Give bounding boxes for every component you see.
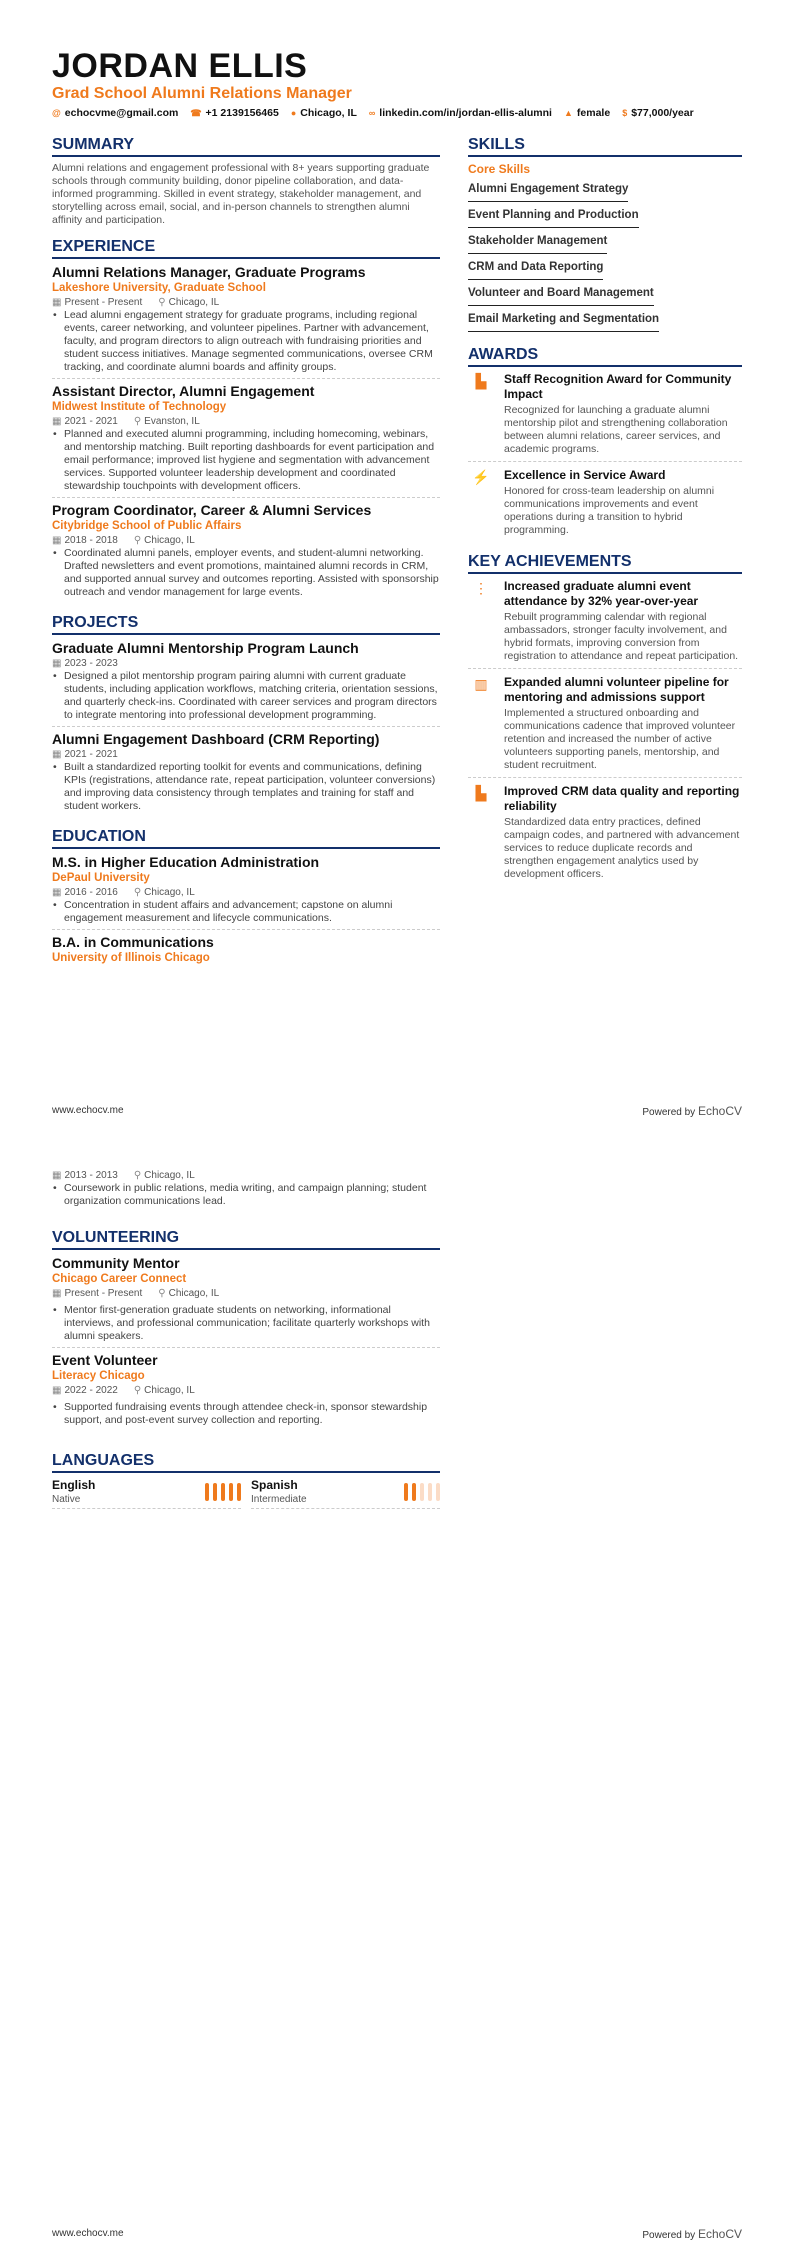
project-title: Alumni Engagement Dashboard (CRM Reporting)	[52, 731, 380, 747]
language-level: Intermediate	[251, 1494, 307, 1505]
bullet: • Planned and executed alumni programming, including homecoming, webinars, and mentorship matching. Built reporting dashboards for event participation and email performance; improved list hygiene and segmentation with advancement services. Supported volunteer leadership development and coordinated stewardship touchpoints with development officers.	[52, 428, 440, 493]
item-meta	[52, 748, 440, 761]
dates	[52, 748, 118, 761]
section-heading: EDUCATION	[52, 827, 440, 849]
projects-section	[52, 613, 440, 817]
language-level: Native	[52, 1494, 81, 1505]
calendar-icon: ▦	[52, 416, 62, 427]
level-bar-filled	[404, 1483, 408, 1501]
award-title: Staff Recognition Award for Community Impact	[504, 372, 732, 401]
location-icon: ⚲	[133, 535, 142, 546]
location	[134, 1384, 195, 1397]
dollar-icon: $	[622, 108, 628, 118]
candidate-title: Grad School Alumni Relations Manager	[52, 85, 352, 102]
school: University of Illinois Chicago	[52, 952, 210, 964]
degree: M.S. in Higher Education Administration	[52, 854, 320, 870]
experience-item	[52, 264, 440, 379]
languages-section	[52, 1451, 440, 1509]
location	[158, 296, 219, 309]
item-meta	[52, 1287, 440, 1300]
calendar-icon: ▦	[52, 1170, 62, 1181]
location	[134, 1169, 195, 1182]
footer-website[interactable]: www.echocv.me	[52, 2228, 124, 2239]
section-heading: EXPERIENCE	[52, 237, 440, 259]
left-column	[52, 1169, 440, 1519]
location-text: Chicago, IL	[144, 1170, 195, 1181]
dates	[52, 415, 118, 428]
language-name: Spanish	[251, 1478, 298, 1492]
location-text: Chicago, IL	[168, 297, 220, 308]
level-bar-filled	[237, 1483, 241, 1501]
calendar-icon: ▦	[52, 1385, 62, 1396]
role: Community Mentor	[52, 1255, 180, 1271]
section-heading: SKILLS	[468, 135, 742, 157]
organization: Literacy Chicago	[52, 1370, 145, 1382]
company: Midwest Institute of Technology	[52, 401, 227, 413]
contact-row	[52, 107, 694, 120]
location-icon: ⚲	[158, 297, 166, 308]
proficiency-bars	[404, 1478, 440, 1506]
award-description: Honored for cross-team leadership on alumni communications improvements and event operations during a transition to hybrid programming.	[504, 485, 715, 536]
job-title: Alumni Relations Manager, Graduate Programs	[52, 264, 366, 280]
company: Lakeshore University, Graduate School	[52, 282, 266, 294]
right-column	[468, 135, 742, 896]
calendar-icon: ▦	[52, 297, 62, 308]
section-heading: PROJECTS	[52, 613, 440, 635]
section-heading: LANGUAGES	[52, 1451, 440, 1473]
dates	[52, 534, 118, 547]
salary-text: $77,000/year	[631, 107, 694, 119]
education-section	[52, 827, 440, 966]
level-bar-empty	[428, 1483, 432, 1501]
award-description: Recognized for launching a graduate alumni mentorship pilot and strengthening collaboration between alumni relations, career services, and academic programs.	[504, 404, 728, 455]
calendar-icon: ▦	[52, 535, 62, 546]
level-bar-empty	[436, 1483, 440, 1501]
item-meta	[52, 657, 440, 670]
achievement-title: Increased graduate alumni event attendance by 32% year-over-year	[504, 579, 699, 608]
item-meta	[52, 886, 440, 899]
organization: Chicago Career Connect	[52, 1273, 187, 1285]
education-item	[52, 854, 440, 930]
phone-icon: ☎	[190, 108, 202, 118]
skills-subheading: Core Skills	[468, 162, 531, 176]
email-text: echocvme@gmail.com	[64, 107, 179, 119]
bullet: • Mentor first-generation graduate students on networking, informational interviews, and professional communication; facilitate quarterly workshops with alumni speakers.	[52, 1304, 440, 1343]
skills-section	[468, 135, 742, 335]
dates	[52, 886, 118, 899]
dates-text: 2022 - 2022	[64, 1385, 118, 1396]
section-heading: KEY ACHIEVEMENTS	[468, 552, 742, 574]
dots-icon: ⋮	[474, 580, 488, 596]
building-icon: ▥	[474, 676, 488, 692]
skill-item: Alumni Engagement Strategy	[468, 179, 628, 202]
dates-text: 2018 - 2018	[64, 535, 118, 546]
footer-website[interactable]: www.echocv.me	[52, 1105, 124, 1116]
degree: B.A. in Communications	[52, 934, 214, 950]
proficiency-bars	[205, 1478, 241, 1506]
bullet: • Coursework in public relations, media writing, and campaign planning; student organization communications lead.	[52, 1182, 440, 1208]
education-item	[52, 934, 440, 966]
company: Citybridge School of Public Affairs	[52, 520, 242, 532]
candidate-name: JORDAN ELLIS	[52, 47, 308, 85]
summary-text: Alumni relations and engagement professional with 8+ years supporting graduate schools through community building, donor pipeline collaboration, and data-informed programming. Skilled in event strategy, stakeholder management, and storytelling across email, social, and in-person channels to strengthen alumni affinity and participation.	[52, 162, 430, 226]
level-bar-filled	[229, 1483, 233, 1501]
achievement-title: Expanded alumni volunteer pipeline for mentoring and admissions support	[504, 675, 729, 704]
language-item	[52, 1478, 241, 1509]
item-meta	[52, 1384, 440, 1397]
achievement-title: Improved CRM data quality and reporting reliability	[504, 784, 740, 813]
language-item	[251, 1478, 440, 1509]
award-item	[468, 468, 742, 542]
dates	[52, 296, 142, 309]
skill-item: Volunteer and Board Management	[468, 283, 654, 306]
volunteer-item	[52, 1352, 440, 1431]
level-bar-empty	[420, 1483, 424, 1501]
brand-text: EchoCV	[697, 1104, 742, 1118]
level-bar-filled	[412, 1483, 416, 1501]
award-title: Excellence in Service Award	[504, 468, 666, 482]
awards-section	[468, 345, 742, 542]
phone-text: +1 2139156465	[205, 107, 279, 119]
experience-section	[52, 237, 440, 603]
achievement-item	[468, 675, 742, 778]
contact-phone[interactable]	[190, 107, 279, 120]
section-heading: VOLUNTEERING	[52, 1228, 440, 1250]
dates	[52, 1384, 118, 1397]
gender-text: female	[576, 107, 611, 119]
skill-item: Stakeholder Management	[468, 231, 607, 254]
linkedin-text: linkedin.com/in/jordan-ellis-alumni	[379, 107, 552, 119]
section-heading: AWARDS	[468, 345, 742, 367]
contact-gender	[564, 107, 610, 120]
item-meta	[52, 1169, 440, 1182]
summary-section	[52, 135, 440, 227]
dates-text: 2016 - 2016	[64, 887, 118, 898]
dates	[52, 1287, 142, 1300]
item-meta	[52, 296, 440, 309]
experience-item	[52, 502, 440, 603]
bullet: • Lead alumni engagement strategy for graduate programs, including regional events, career networking, and volunteer pipelines. Partner with advancement, faculty, and program directors to align outreach with fundraising priorities and student success initiatives. Manage segmented communications, oversee CRM tracking, and coordinate alumni boards and affinity groups.	[52, 309, 440, 374]
dates-text: 2013 - 2013	[64, 1170, 118, 1181]
resume-page-2	[0, 1123, 794, 2246]
location-icon: ●	[290, 108, 297, 118]
section-heading: SUMMARY	[52, 135, 440, 157]
calendar-icon: ▦	[52, 658, 62, 669]
bullet: • Concentration in student affairs and advancement; capstone on alumni engagement measurement and lifecycle communications.	[52, 899, 440, 925]
left-column	[52, 135, 440, 976]
bullet: • Built a standardized reporting toolkit for events and communications, defining KPIs (registrations, attendance rate, repeat participation, volunteer conversions) and improving data consistency through templates and training for staff and student workers.	[52, 761, 440, 813]
level-bar-filled	[213, 1483, 217, 1501]
achievements-section	[468, 552, 742, 886]
location-icon: ⚲	[133, 887, 142, 898]
skill-item: Email Marketing and Segmentation	[468, 309, 659, 332]
calendar-icon: ▦	[52, 887, 62, 898]
volunteering-section	[52, 1228, 440, 1431]
bullet: • Designed a pilot mentorship program pairing alumni with current graduate students, including application workflows, matching criteria, orientation sessions, and quarterly check-ins. Coordinated with career services and program directors to integrate mentoring into professional development programming.	[52, 670, 440, 722]
contact-salary	[622, 107, 694, 120]
contact-location	[291, 107, 357, 120]
location	[134, 415, 200, 428]
document-icon: ▙	[475, 785, 487, 801]
location-text: Evanston, IL	[144, 416, 200, 427]
dates-text: 2023 - 2023	[64, 658, 118, 669]
dates	[52, 1169, 118, 1182]
achievement-item	[468, 784, 742, 886]
location	[158, 1287, 219, 1300]
location-text: Chicago, IL	[144, 1385, 195, 1396]
level-bar-filled	[205, 1483, 209, 1501]
bullet: • Supported fundraising events through attendee check-in, sponsor stewardship support, and post-event survey collection and reporting.	[52, 1401, 440, 1427]
project-title: Graduate Alumni Mentorship Program Launch	[52, 640, 359, 656]
level-bar-filled	[221, 1483, 225, 1501]
bullet: • Coordinated alumni panels, employer events, and student-alumni networking. Drafted newsletters and event promotions, maintained alumni records in CRM, and supported annual survey and outcomes reporting. Assisted with sponsorship outreach and vendor management for large events.	[52, 547, 440, 599]
dates	[52, 657, 118, 670]
location-text: Chicago, IL	[144, 887, 195, 898]
powered-by-text: Powered by	[642, 1107, 696, 1118]
location	[134, 886, 195, 899]
experience-item	[52, 383, 440, 498]
project-item	[52, 731, 440, 817]
location-text: Chicago, IL	[168, 1288, 220, 1299]
language-name: English	[52, 1478, 96, 1492]
achievement-item	[468, 579, 742, 669]
at-icon: @	[52, 108, 61, 118]
school: DePaul University	[52, 872, 150, 884]
role: Event Volunteer	[52, 1352, 158, 1368]
calendar-icon: ▦	[52, 749, 62, 760]
location-text: Chicago, IL	[144, 535, 195, 546]
location-icon: ⚲	[133, 416, 142, 427]
location-icon: ⚲	[133, 1170, 142, 1181]
footer-powered-by[interactable]	[642, 1104, 742, 1120]
link-icon: ∞	[368, 108, 376, 118]
skill-item: CRM and Data Reporting	[468, 257, 603, 280]
contact-linkedin[interactable]	[369, 107, 552, 120]
item-meta	[52, 415, 440, 428]
dates-text: Present - Present	[64, 1288, 143, 1299]
achievement-description: Standardized data entry practices, defined campaign codes, and partnered with advancement services to reduce duplicate records and strengthen engagement analytics used by development officers.	[504, 816, 740, 880]
location-icon: ⚲	[158, 1288, 166, 1299]
achievement-description: Rebuilt programming calendar with regional ambassadors, stronger faculty involvement, and hybrid formats, improving conversion from registration to attendance and repeat participation.	[504, 611, 739, 662]
award-item	[468, 372, 742, 462]
job-title: Assistant Director, Alumni Engagement	[52, 383, 315, 399]
location	[134, 534, 195, 547]
location-text: Chicago, IL	[300, 107, 357, 119]
dates-text: 2021 - 2021	[64, 416, 118, 427]
person-icon: ▲	[563, 108, 573, 118]
job-title: Program Coordinator, Career & Alumni Services	[52, 502, 372, 518]
skill-list	[468, 179, 742, 335]
education-continued	[52, 1169, 440, 1208]
dates-text: Present - Present	[64, 297, 143, 308]
brand-text: EchoCV	[697, 2227, 742, 2241]
lightning-icon: ⚡	[472, 469, 490, 485]
contact-email[interactable]	[52, 107, 178, 120]
project-item	[52, 640, 440, 727]
calendar-icon: ▦	[52, 1288, 62, 1299]
document-icon: ▙	[475, 373, 487, 389]
location-icon: ⚲	[133, 1385, 142, 1396]
dates-text: 2021 - 2021	[64, 749, 118, 760]
footer-powered-by[interactable]	[642, 2227, 742, 2243]
item-meta	[52, 534, 440, 547]
achievement-description: Implemented a structured onboarding and communications cadence that improved volunteer retention and increased the number of active volunteers supporting panels, mentorship, and student recruitment.	[504, 707, 736, 771]
powered-by-text: Powered by	[642, 2230, 696, 2241]
volunteer-item	[52, 1255, 440, 1348]
skill-item: Event Planning and Production	[468, 205, 639, 228]
